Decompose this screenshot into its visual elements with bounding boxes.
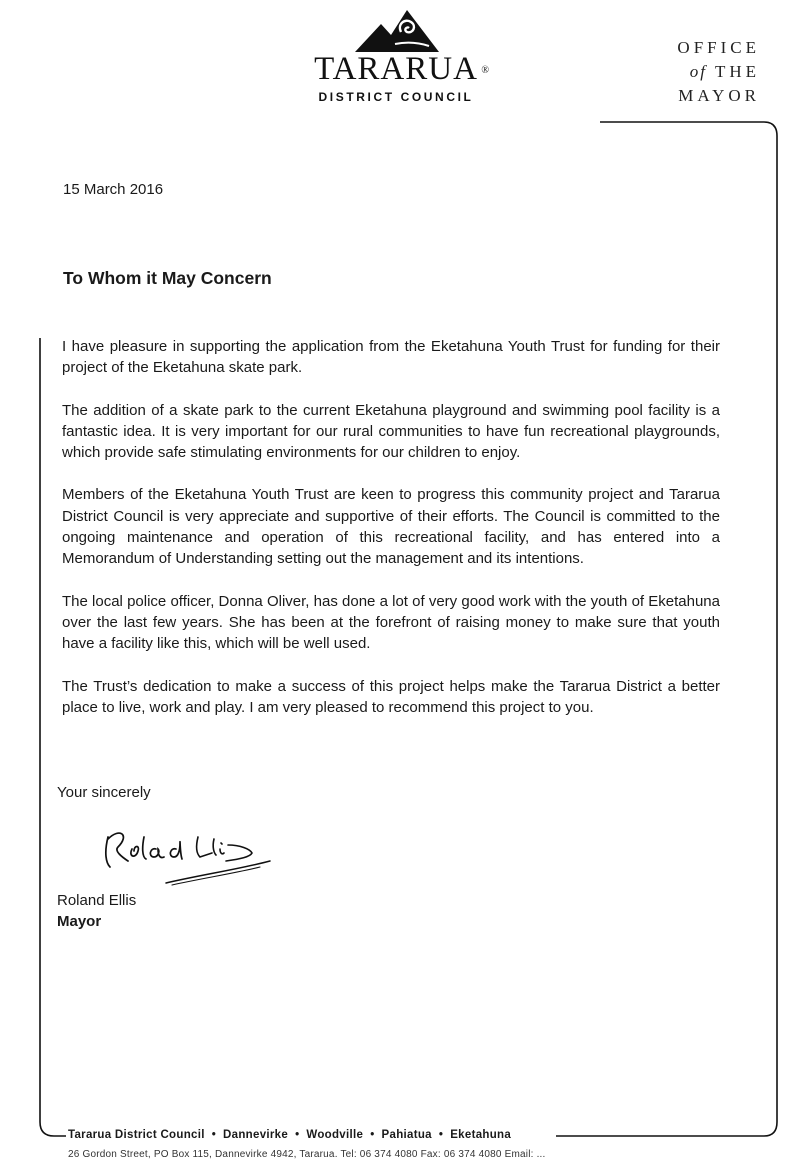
council-name: TARARUA ® xyxy=(314,51,490,87)
paragraph: Members of the Eketahuna Youth Trust are keen to progress this community project and Tararua District Council is very appreciate and supportive of their efforts. The Council is committed to the ongoing maintenance and operation of this recreational facility, and has entered into a Memorandum of Understanding setting out the management and its intentions. xyxy=(62,486,720,568)
closing: Your sincerely xyxy=(57,784,151,801)
office-of-the-mayor xyxy=(677,36,760,108)
footer-item: Eketahuna xyxy=(450,1129,512,1141)
paragraph: The Trust’s dedication to make a success of this project helps make the Tararua District a better place to live, work and play. I am very pleased to recommend this project to you. xyxy=(62,677,720,716)
council-logo xyxy=(296,2,496,110)
letter-date: 15 March 2016 xyxy=(63,181,164,198)
paragraph: The addition of a skate park to the current Eketahuna playground and swimming pool facility is a fantastic idea. It is very important for our rural communities to have fun recreational playgrounds, which provide safe stimulating environments for our children to enjoy. xyxy=(62,401,720,462)
office-of-word: of xyxy=(689,62,707,81)
office-the-word: THE xyxy=(714,62,760,81)
office-line-1: OFFICE xyxy=(677,38,760,57)
mountain-logo-icon xyxy=(341,2,451,54)
footer-item: Dannevirke xyxy=(223,1129,289,1141)
footer-item: Tararua District Council xyxy=(68,1129,205,1141)
paragraph: The local police officer, Donna Oliver, has done a lot of very good work with the youth of Eketahuna over the last few years. She has been at the forefront of raising money to make sure that youth have a facility like this, which will be well used. xyxy=(62,592,720,653)
footer-separator: • xyxy=(211,1129,217,1141)
footer-separator: • xyxy=(370,1129,375,1141)
council-subtitle: DISTRICT COUNCIL xyxy=(318,90,474,104)
office-line-2 xyxy=(677,60,760,84)
signer-name: Roland Ellis xyxy=(57,892,137,909)
signer-title: Mayor xyxy=(57,913,102,930)
registered-mark: ® xyxy=(481,65,490,76)
footer-separator: • xyxy=(295,1129,300,1141)
footer-address: 26 Gordon Street, PO Box 115, Dannevirke 4942, Tararua. Tel: 06 374 4080 Fax: 06 374 4080 Email: ... xyxy=(68,1149,546,1160)
letter-body xyxy=(62,336,720,739)
salutation: To Whom it May Concern xyxy=(63,268,272,288)
office-line-3: MAYOR xyxy=(678,86,760,105)
footer-separator: • xyxy=(438,1129,444,1141)
footer-item: Pahiatua xyxy=(381,1129,432,1141)
signer-block xyxy=(57,890,136,932)
footer-item: Woodville xyxy=(306,1129,364,1141)
paragraph: I have pleasure in supporting the application from the Eketahuna Youth Trust for funding for their project of the Eketahuna skate park. xyxy=(62,338,720,377)
footer-locations xyxy=(68,1129,511,1141)
handwritten-signature xyxy=(100,823,280,887)
